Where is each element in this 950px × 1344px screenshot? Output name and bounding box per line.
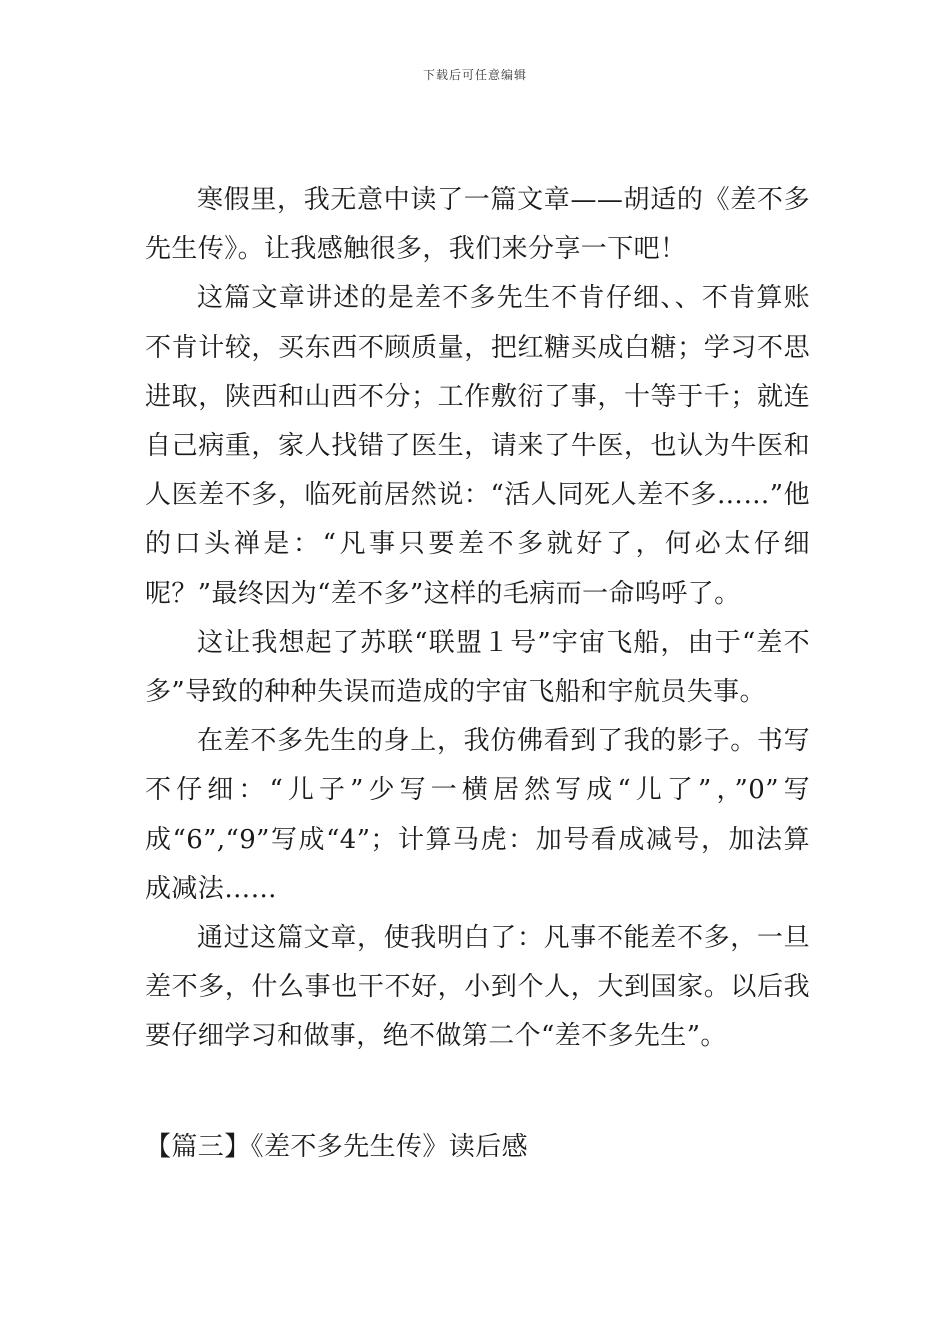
section-heading: 【篇三】《差不多先生传》读后感 — [145, 1132, 529, 1162]
paragraph-conclusion: 通过这篇文章，使我明白了：凡事不能差不多，一旦差不多，什么事也干不好，小到个人，大到国家。以后我要仔细学习和做事，绝不做第二个“差不多先生”。 — [145, 923, 810, 1052]
article-body — [145, 176, 810, 1062]
paragraph-reflection: 在差不多先生的身上，我仿佛看到了我的影子。书写不仔细：“儿子”少写一横居然写成“儿了”，”0”写成“6”,“9”写成“4”；计算马虎：加号看成减号，加法算成减法…… — [145, 726, 810, 904]
paragraph-intro: 寒假里，我无意中读了一篇文章——胡适的《差不多先生传》。让我感触很多，我们来分享一下吧！ — [145, 185, 810, 265]
paragraph-soyuz: 这让我想起了苏联“联盟１号”宇宙飞船，由于“差不多”导致的种种失误而造成的宇宙飞船和宇航员失事。 — [145, 627, 810, 708]
header-note: 下载后可任意编辑 — [422, 68, 527, 82]
paragraph-summary: 这篇文章讲述的是差不多先生不肯仔细、、不肯算账不肯计较，买东西不顾质量，把红糖买成白糖；学习不思进取，陕西和山西不分；工作敷衍了事，十等于千；就连自己病重，家人找错了医生，请来了牛医，也认为牛医和人医差不多，临死前居然说：“活人同死人差不多……”他的口头禅是：“凡事只要差不多就好了，何必太仔细呢？”最终因为“差不多”这样的毛病而一命呜呼了。 — [145, 283, 810, 609]
